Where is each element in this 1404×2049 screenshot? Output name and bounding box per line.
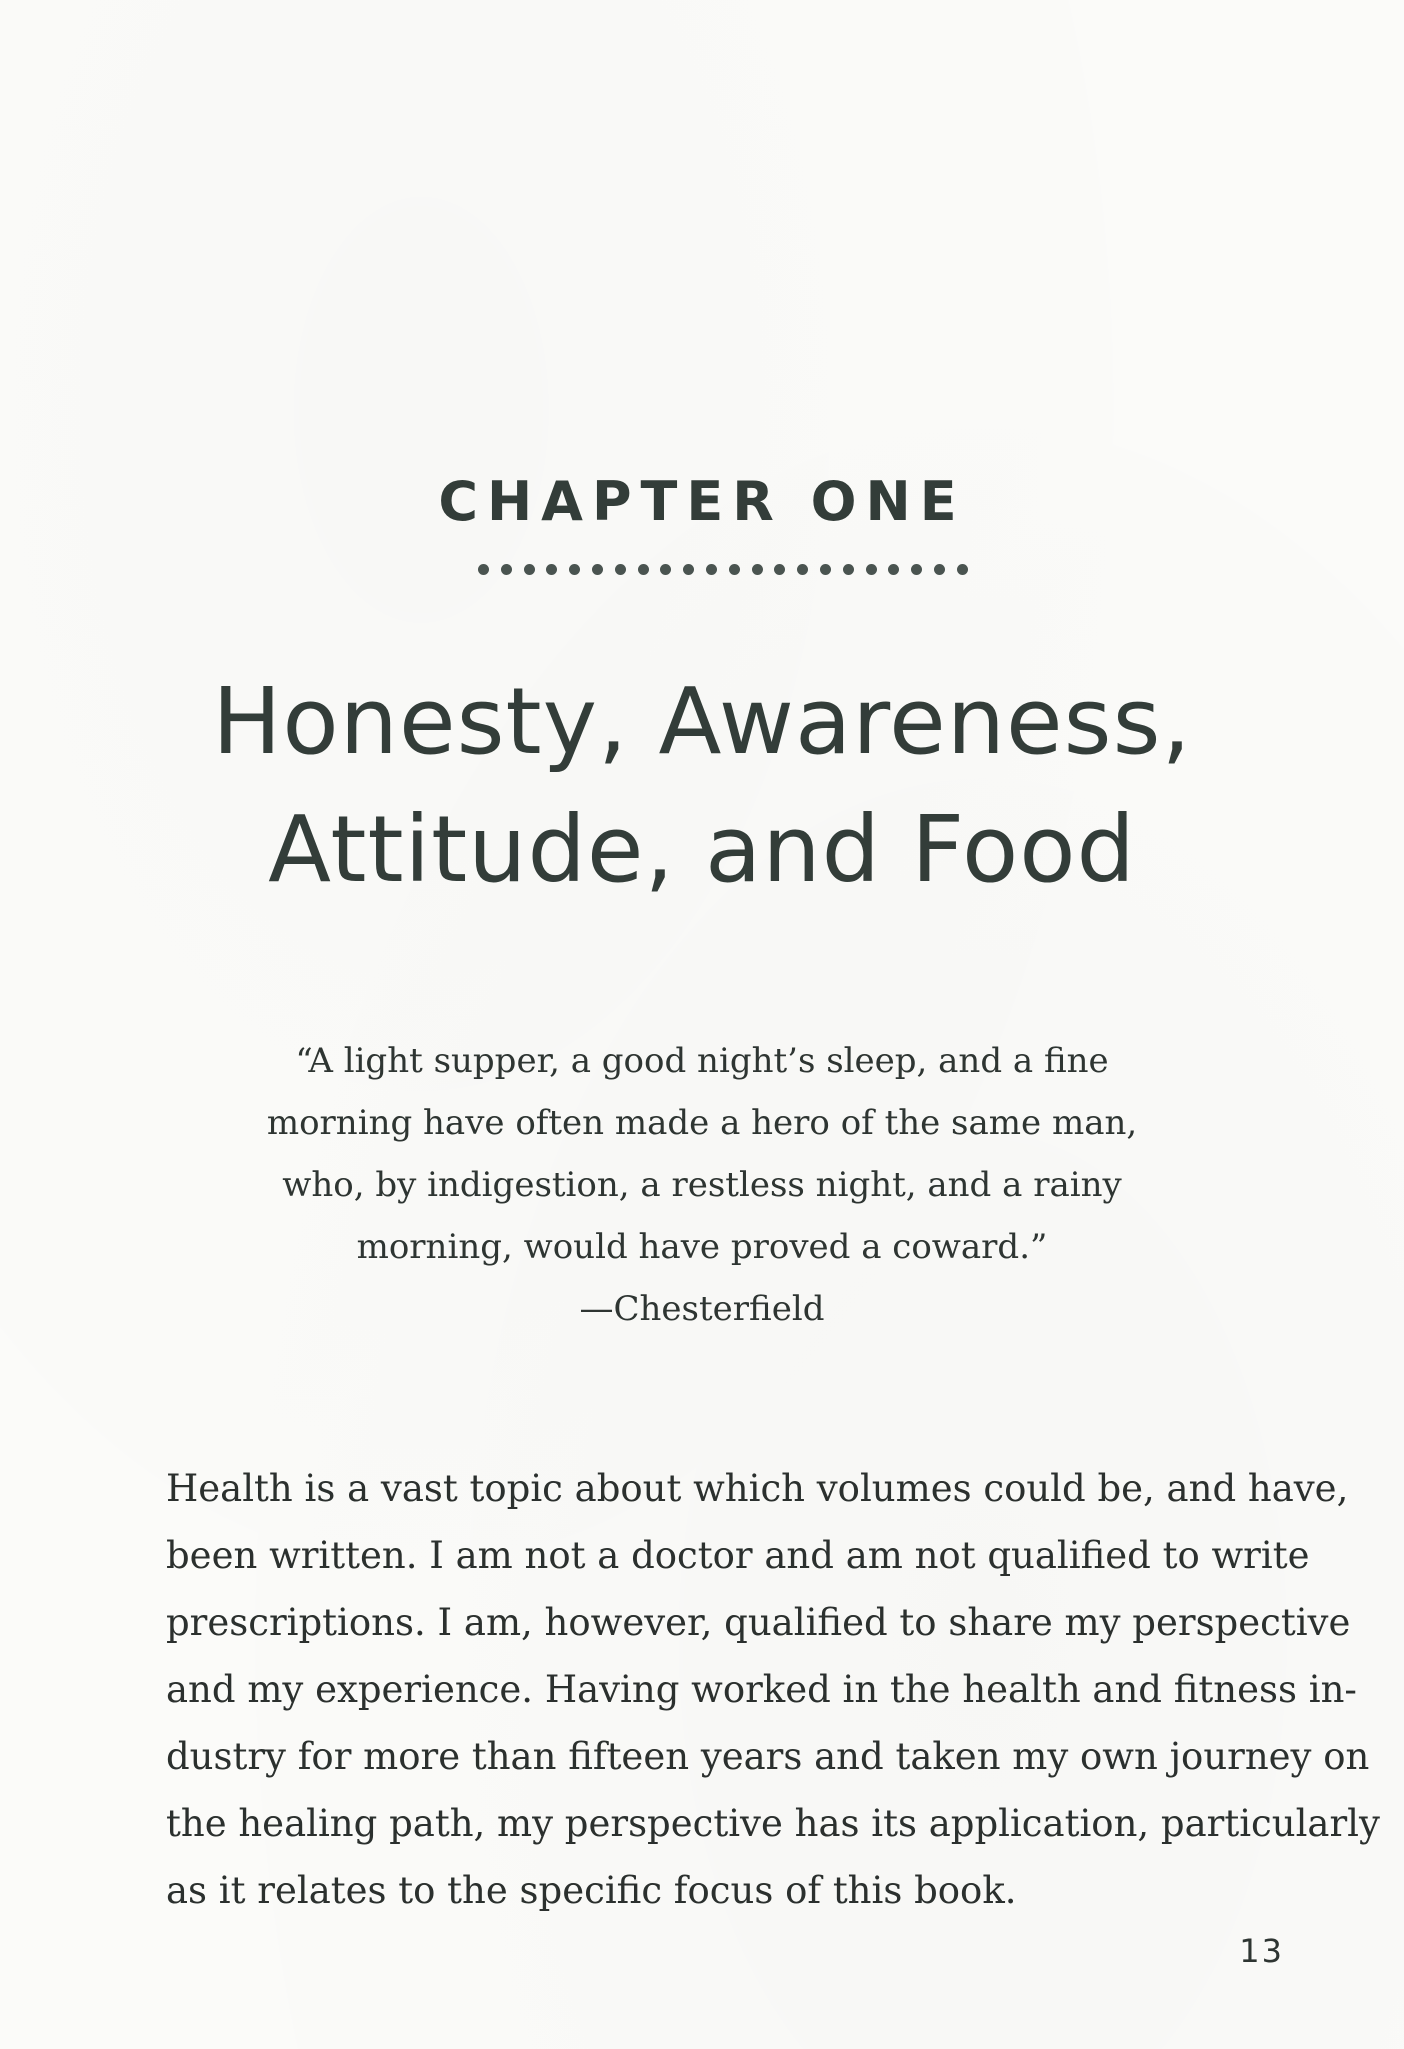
- divider-dot: [546, 564, 557, 575]
- body-paragraph: [166, 1455, 1380, 1924]
- divider-dot: [752, 564, 763, 575]
- divider-dot: [592, 564, 603, 575]
- chapter-label: CHAPTER ONE: [438, 470, 966, 533]
- body-line: been written. I am not a doctor and am not qualified to write: [166, 1534, 1310, 1577]
- epigraph-line: “A light supper, a good night’s sleep, and a fine: [295, 1041, 1109, 1081]
- epigraph-line: who, by indigestion, a restless night, and a rainy: [282, 1165, 1122, 1205]
- body-line: prescriptions. I am, however, qualified to share my perspective: [166, 1601, 1351, 1644]
- divider-dot: [888, 564, 899, 575]
- page-number: 13: [1239, 1932, 1284, 1970]
- divider-dot: [911, 564, 922, 575]
- divider-dot: [820, 564, 831, 575]
- chapter-title-line: Honesty, Awareness,: [212, 668, 1192, 775]
- divider-dot: [501, 564, 512, 575]
- epigraph-line: morning, would have proved a coward.”: [356, 1227, 1048, 1267]
- divider-dot: [774, 564, 785, 575]
- body-line: Health is a vast topic about which volumes could be, and have,: [166, 1467, 1349, 1510]
- epigraph-line: morning have often made a hero of the same man,: [266, 1103, 1138, 1143]
- divider-dot: [524, 564, 535, 575]
- body-line: and my experience. Having worked in the health and fitness in-: [166, 1668, 1357, 1711]
- divider-dot: [706, 564, 717, 575]
- chapter-title: [0, 658, 1404, 914]
- divider-dot: [957, 564, 968, 575]
- dotted-divider: [478, 562, 968, 576]
- divider-dot: [615, 564, 626, 575]
- epigraph-attribution: —Chesterfield: [579, 1289, 825, 1329]
- divider-dot: [729, 564, 740, 575]
- body-line: dustry for more than fifteen years and taken my own journey on: [166, 1735, 1370, 1778]
- divider-dot: [638, 564, 649, 575]
- divider-dot: [569, 564, 580, 575]
- divider-dot: [478, 564, 489, 575]
- body-line: the healing path, my perspective has its application, particularly: [166, 1802, 1380, 1845]
- epigraph: [250, 1030, 1154, 1340]
- divider-dot: [843, 564, 854, 575]
- divider-dot: [866, 564, 877, 575]
- divider-dot: [683, 564, 694, 575]
- divider-dot: [797, 564, 808, 575]
- divider-dot: [934, 564, 945, 575]
- body-line: as it relates to the specific focus of this book.: [166, 1869, 1017, 1912]
- divider-dot: [660, 564, 671, 575]
- chapter-title-line: Attitude, and Food: [268, 796, 1136, 903]
